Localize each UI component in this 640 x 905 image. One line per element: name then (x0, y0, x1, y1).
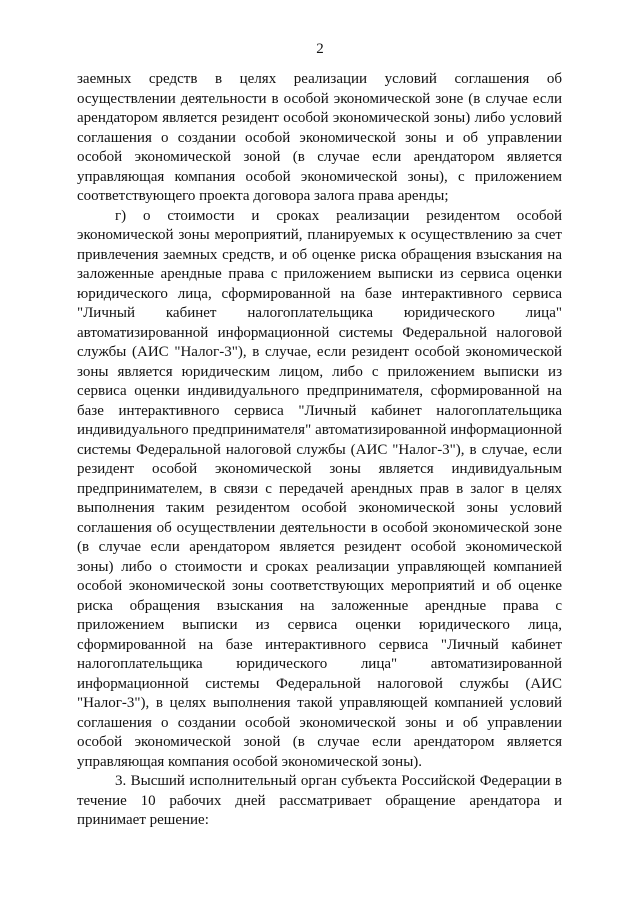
paragraph-continuation: заемных средств в целях реализации условий соглашения об осуществлении деятельности в особой экономической зоне (в случае если арендатором является резидент особой экономической зоны) либо условий соглашения о создании особой экономической зоны и об управлении особой экономической зоной (в случае если арендатором является управляющая компания особой экономической зоны), с приложением соответствующего проекта договора залога права аренды; (77, 71, 562, 204)
paragraph-item-3: 3. Высший исполнительный орган субъекта Российской Федерации в течение 10 рабочих дней рассматривает обращение арендатора и принимает решение: (77, 773, 562, 828)
page-number: 2 (316, 41, 324, 57)
document-body (77, 70, 562, 831)
paragraph-item-g: г) о стоимости и сроках реализации резидентом особой экономической зоны мероприятий, планируемых к осуществлению за счет привлечения заемных средств, и об оценке риска обращения взыскания на заложенные арендные права с приложением выписки из сервиса оценки юридического лица, сформированной на базе интерактивного сервиса "Личный кабинет налогоплательщика юридического лица" автоматизированной информационной системы Федеральной налоговой службы (АИС "Налог-3"), в случае, если резидент особой экономической зоны является юридическим лицом, либо с приложением выписки из сервиса оценки индивидуального предпринимателя, сформированной на базе интерактивного сервиса "Личный кабинет налогоплательщика индивидуального предпринимателя" автоматизированной информационной системы Федеральной налоговой службы (АИС "Налог-3"), в случае, если резидент особой экономической зоны является индивидуальным предпринимателем, в связи с передачей арендных прав в залог в целях выполнения таким резидентом особой экономической зоны условий соглашения об осуществлении деятельности в особой экономической зоне (в случае если арендатором является резидент особой экономической зоны) либо о стоимости и сроках реализации управляющей компанией особой экономической зоны соответствующих мероприятий и об оценке риска обращения взыскания на заложенные арендные права с приложением выписки из сервиса оценки юридического лица, сформированной на базе интерактивного сервиса "Личный кабинет налогоплательщика юридического лица" автоматизированной информационной системы Федеральной налоговой службы (АИС "Налог-3"), в целях выполнения такой управляющей компанией условий соглашения о создании особой экономической зоны и об управлении особой экономической зоной (в случае если арендатором является управляющая компания особой экономической зоны). (77, 207, 562, 770)
